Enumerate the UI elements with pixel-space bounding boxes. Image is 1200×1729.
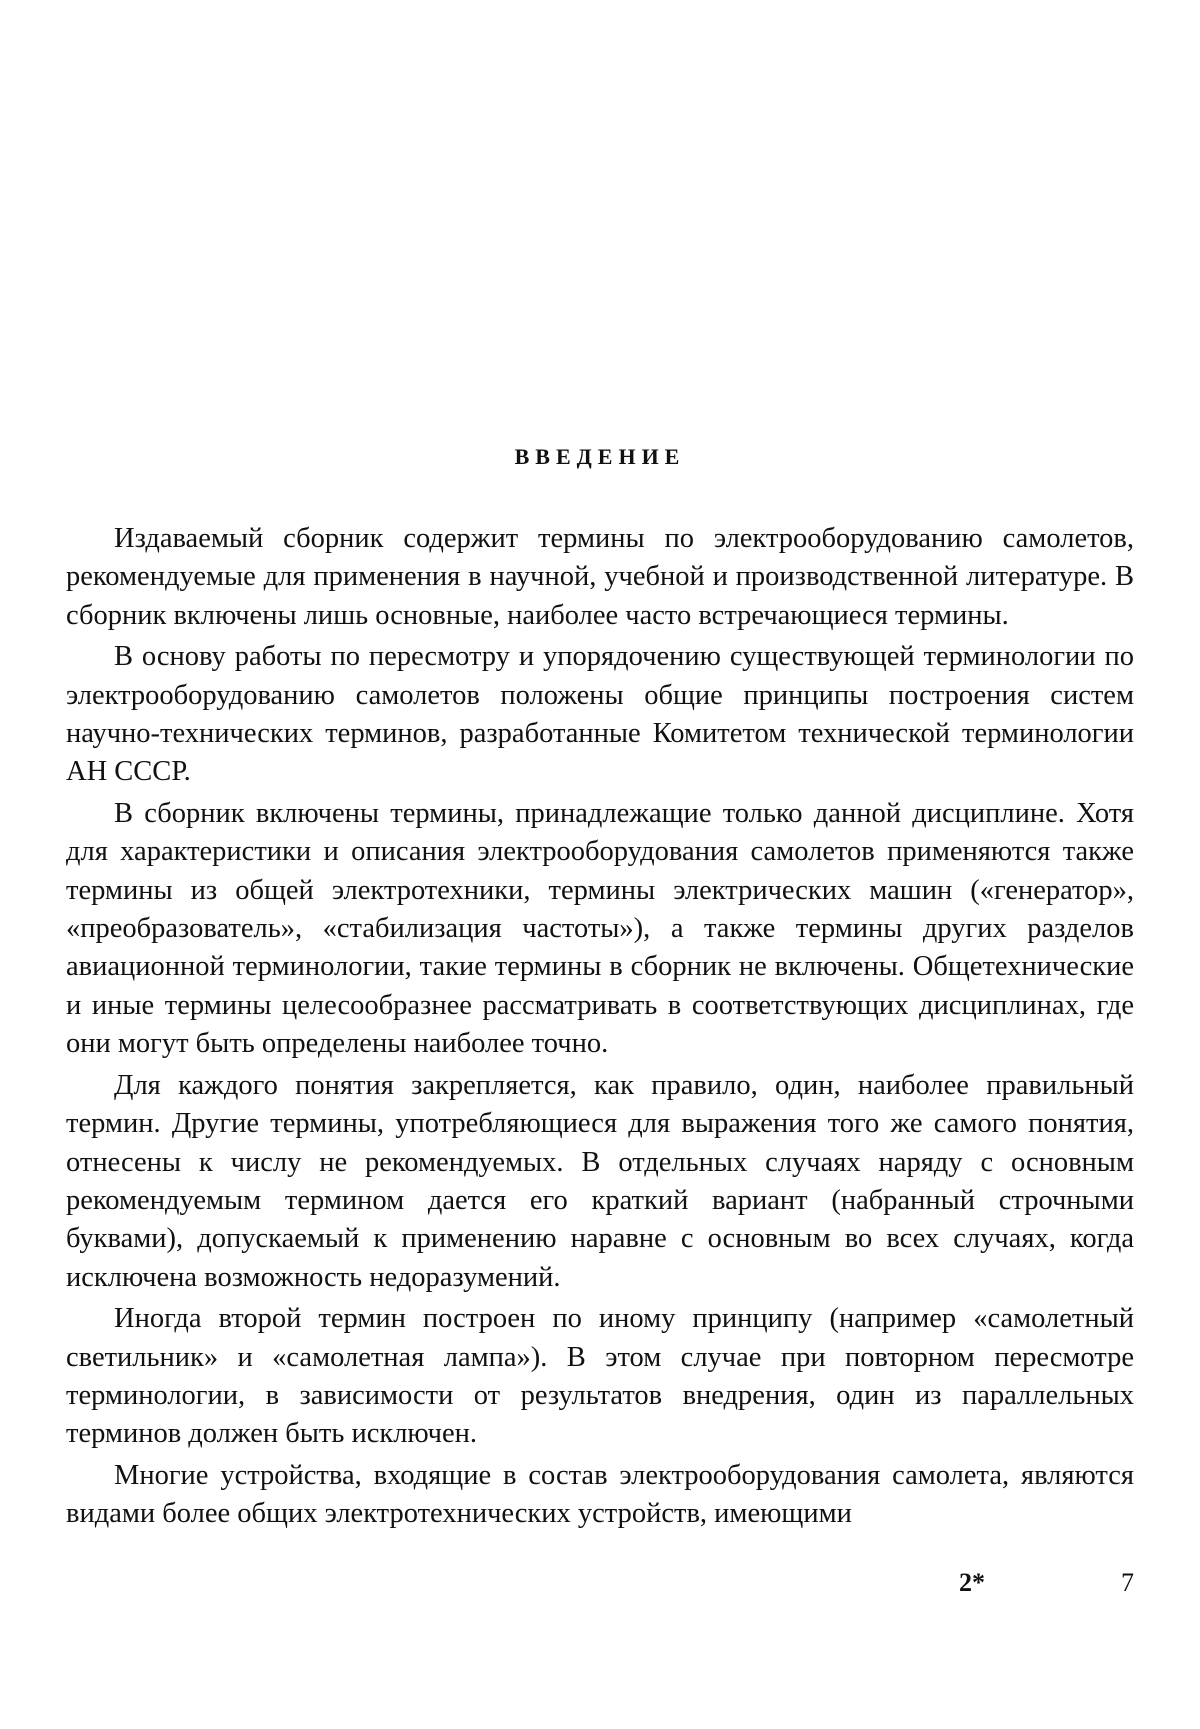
signature-mark: 2* [959, 1568, 985, 1597]
paragraph-6: Многие устройства, входящие в состав электрооборудования самолета, являются видами более общих электротехнических устройств, имеющими [66, 1459, 1134, 1530]
paragraph-5: Иногда второй термин построен по иному принципу (например «самолетный светильник» и «самолетная лампа»). В этом случае при повторном пересмотре терминологии, в зависимости от результатов внедрения, один из параллельных терминов должен быть исключен. [66, 1303, 1134, 1450]
section-heading: ВВЕДЕНИЕ [514, 444, 686, 469]
paragraph-2: В основу работы по пересмотру и упорядочению существующей терминологии по электрооборудованию самолетов положены общие принципы построения систем научно-технических терминов, разработанные Комитетом технической терминологии АН СССР. [66, 641, 1134, 788]
paragraph-1: Издаваемый сборник содержит термины по электрооборудованию самолетов, рекомендуемые для применения в научной, учебной и производственной литературе. В сборник включены лишь основные, наиболее часто встречающиеся термины. [66, 523, 1134, 631]
paragraph-4: Для каждого понятия закрепляется, как правило, один, наиболее правильный термин. Другие термины, употребляющиеся для выражения того же самого понятия, отнесены к числу не рекомендуемых. В отдельных случаях наряду с основным рекомендуемым термином дается его краткий вариант (набранный строчными буквами), допускаемый к применению наравне с основным во всех случаях, когда исключена возможность недоразумений. [66, 1069, 1134, 1293]
paragraph-3: В сборник включены термины, принадлежащие только данной дисциплине. Хотя для характеристики и описания электрооборудования самолетов применяются также термины из общей электротехники, термины электрических машин («генератор», «преобразователь», «стабилизация частоты»), а также термины других разделов авиационной терминологии, такие термины в сборник не включены. Общетехнические и иные термины целесообразнее рассматривать в соответствующих дисциплинах, где они могут быть определены наиболее точно. [66, 797, 1134, 1060]
page-footer [66, 1568, 1134, 1608]
page-number: 7 [1121, 1568, 1134, 1597]
body-text [66, 520, 1134, 1537]
